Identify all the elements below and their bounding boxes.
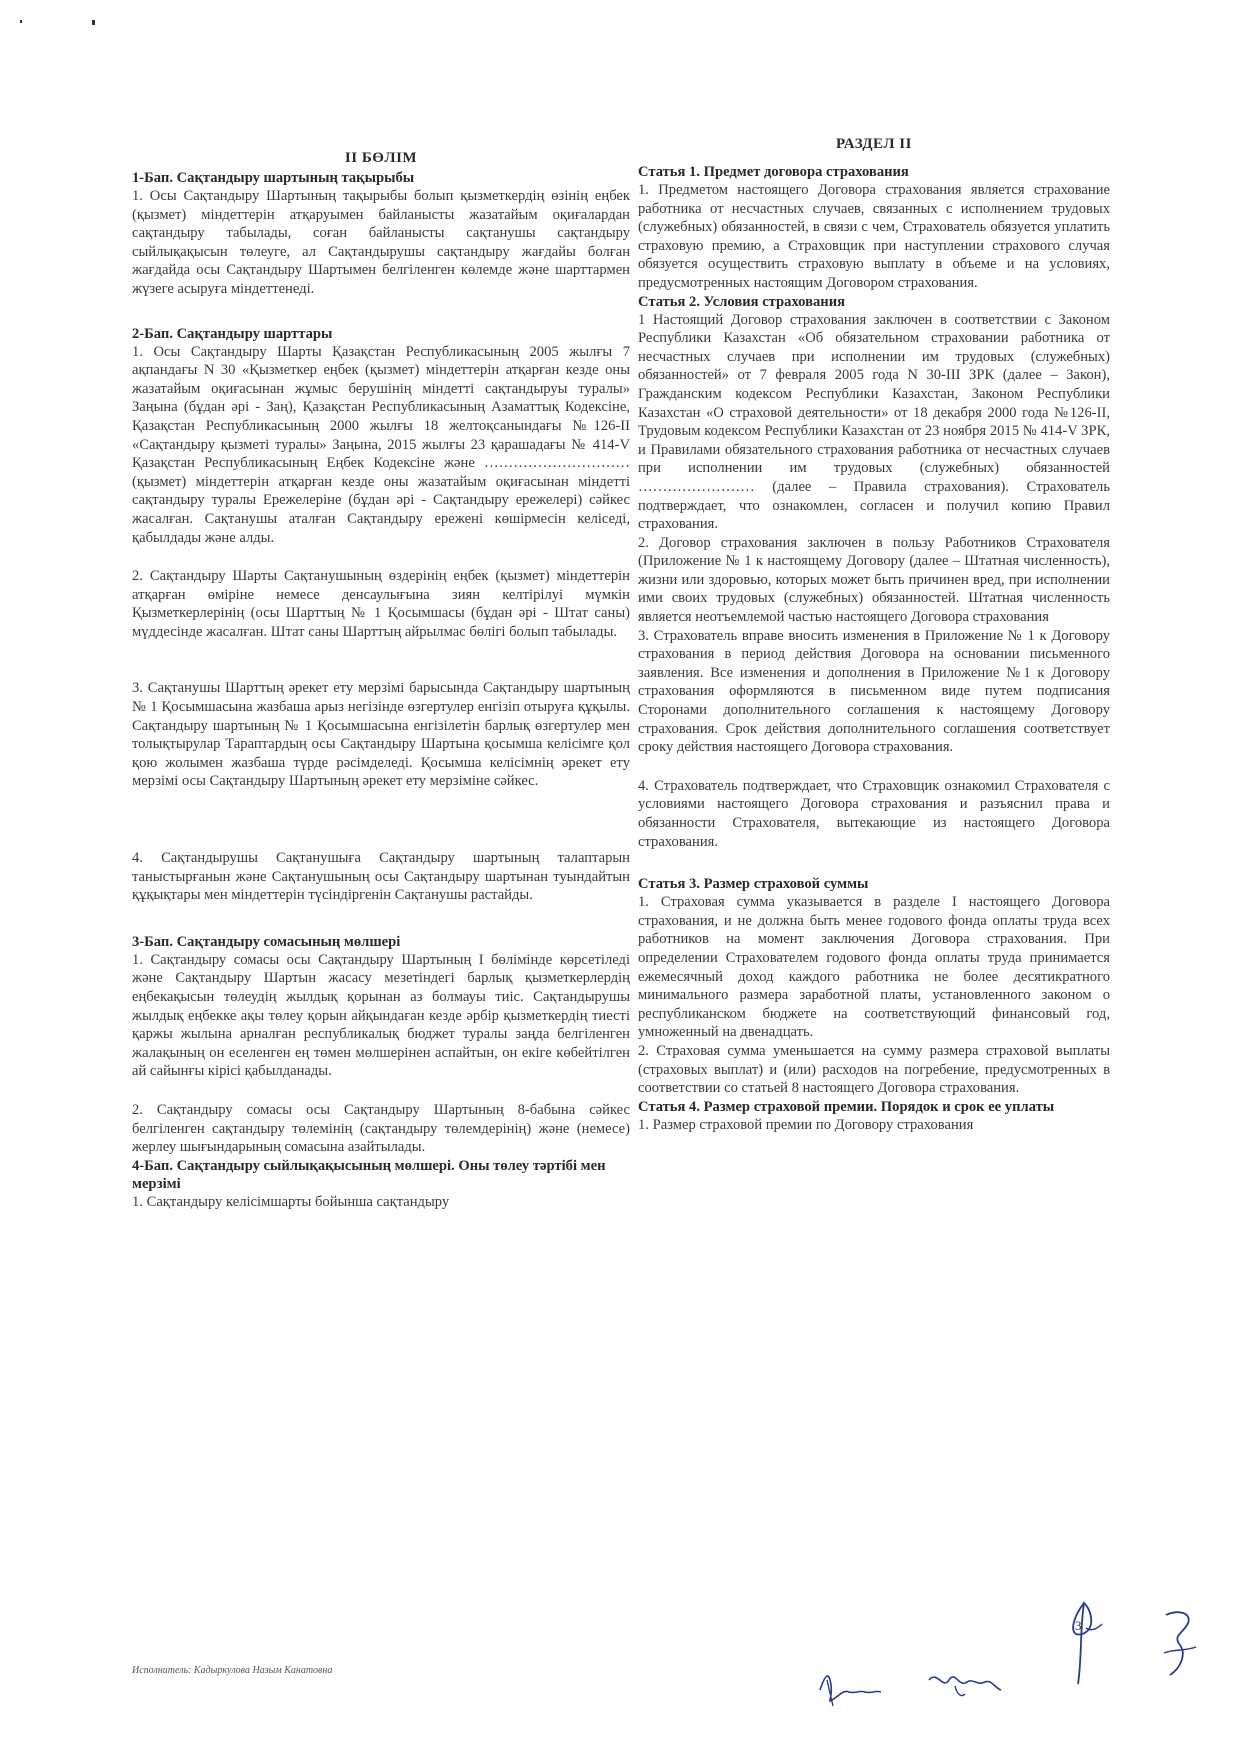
page-number: 3	[1075, 1618, 1082, 1633]
article-paragraph: 2. Сақтандыру Шарты Сақтанушының өздерінің еңбек (қызмет) міндеттерін атқарған өміріне немесе денсаулығына зиян келтірілуі мүмкін Қызметкерлерінің (осы Шарттың № 1 Қосымшасы (бұдан әрі - Штат саны) мүддесінде жасалған. Штат саны Шарттың айрылмас бөлігі болып табылады.	[132, 568, 630, 640]
article-heading: Статья 2. Условия страхования	[638, 293, 846, 310]
article-paragraph: 1. Сақтандыру сомасы осы Сақтандыру Шартының I бөлімінде көрсетіледі және Сақтандыру Шартын жасасу мезетіндегі барлық қызметкерлердің еңбекақысын төлеудің жылдық қорынан аз болмауы тиіс. Сақтандырушы жылдық еңбекке ақы төлеу қорын айқындаған кезде әрбір қызметкердің тиесті қаржы жылына арналған республикалық бюджет туралы заңда белгіленген жалақының он еселенген ең төмен мөлшерінен аспайтын, он екіге көбейтілген ай сайынғы кірісі қабылданады.	[132, 951, 630, 1080]
article-heading: 3-Бап. Сақтандыру сомасының мөлшері	[132, 933, 401, 950]
article-heading: 2-Бап. Сақтандыру шарттары	[132, 325, 333, 342]
signature-2	[925, 1660, 1005, 1705]
signature-3	[1062, 1598, 1112, 1688]
article-paragraph: 2. Сақтандыру сомасы осы Сақтандыру Шартының 8-бабына сәйкес белгіленген сақтандыру төлемінің (сақтандыру төлемдерінің) және (немесе) жерлеу шығындарының сомасына азайтылады.	[132, 1101, 630, 1156]
article-heading: Статья 3. Размер страховой суммы	[638, 876, 869, 893]
kazakh-column	[132, 150, 630, 1211]
article-heading: 4-Бап. Сақтандыру сыйлықақысының мөлшері. Оны төлеу тәртібі мен мерзімі	[132, 1157, 606, 1192]
article-paragraph: 1 Настоящий Договор страхования заключен в соответствии с Законом Республики Казахстан «Об обязательном страховании работника от несчастных случаев при исполнении им трудовых (служебных) обязанностей» от 7 февраля 2005 года N 30-III ЗРК (далее – Закон), Гражданским кодексом Республики Казахстан, Законом Республики Казахстан «О страховой деятельности» от 18 декабря 2000 года №126-II, Трудовым кодексом Республики Казахстан от 23 ноября 2015 № 414-V ЗРК, и Правилами обязательного страхования работника от несчастных случаев при исполнении им трудовых (служебных) обязанностей …………………… (далее – Правила страхования). Страхователь подтверждает, что ознакомлен, согласен и получил копию Правил страхования.	[638, 311, 1110, 533]
article-paragraph: 1. Осы Сақтандыру Шарты Қазақстан Республикасының 2005 жылғы 7 ақпандағы N 30 «Қызметкер еңбек (қызмет) міндеттерін атқарған кезде оны жазатайым оқиғасынан жұмыс берушінің міндетті сақтандыруы туралы» Заңына (бұдан әрі - Заң), Қазақстан Республикасының Азаматтық Кодексіне, Қазақстан Республикасының 2000 жылғы 18 желтоқсанындағы №126-II «Сақтандыру қызметі туралы» Заңына, 2015 жылғы 23 қарашадағы № 414-V Қазақстан Республикасының Еңбек Кодексіне және …………………………(қызмет) міндеттерін атқарған кезде оны жазатайым оқиғасынан міндетті сақтандыру туралы Ережелеріне (бұдан әрі - Сақтандыру ережелері) сәйкес жасалған. Сақтанушы аталған Сақтандыру ережені көшірмесін келіседі, қабылдады және алды.	[132, 343, 630, 546]
article-paragraph: 4. Страхователь подтверждает, что Страховщик ознакомил Страхователя с условиями настоящего Договора страхования и разъяснил права и обязанности Страхователя, вытекающие из настоящего Договора страхования.	[638, 777, 1110, 850]
ru-blocks	[638, 163, 1110, 1134]
article-paragraph: 1. Сақтандыру келісімшарты бойынша сақтандыру	[132, 1193, 450, 1210]
executor-note: Исполнитель: Кадыркулова Назым Канатовна	[132, 1665, 333, 1676]
section-title-ru: РАЗДЕЛ II	[836, 136, 912, 152]
article-paragraph: 2. Страховая сумма уменьшается на сумму размера страховой выплаты (страховых выплат) и (или) расходов на погребение, предусмотренных в соответствии со статьей 8 настоящего Договора страхования.	[638, 1042, 1110, 1097]
signature-4	[1158, 1605, 1208, 1680]
article-paragraph: 4. Сақтандырушы Сақтанушыға Сақтандыру шартының талаптарын таныстырғанын және Сақтанушының осы Сақтандыру шартынан туындайтын құқықтары мен міндеттерін түсіндіргенін Сақтанушы растайды.	[132, 850, 630, 904]
article-heading: Статья 4. Размер страховой премии. Порядок и срок ее уплаты	[638, 1098, 1055, 1115]
article-paragraph: 3. Страхователь вправе вносить изменения в Приложение № 1 к Договору страхования в период действия Договора на основании письменного заявления. Все изменения и дополнения в Приложение №1 к Договору страхования оформляются в письменном виде путем подписания Сторонами дополнительного соглашения к настоящему Договору страхования. Срок действия дополнительного соглашения соответствует сроку действия настоящего Договора страхования.	[638, 627, 1110, 756]
article-paragraph: 1. Предметом настоящего Договора страхования является страхование работника от несчастных случаев, связанных с исполнением трудовых (служебных) обязанностей, в связи с чем, Страхователь обязуется уплатить страховую премию, а Страховщик при наступлении страхового случая обязуется осуществить страховую выплату в объеме и на условиях, предусмотренных настоящим Договором страхования.	[638, 182, 1110, 291]
article-paragraph: 3. Сақтанушы Шарттың әрекет ету мерзімі барысында Сақтандыру шартының № 1 Қосымшасына жазбаша арыз негізінде өзгертулер енгізіп отыруға құқылы. Сақтандыру шартының № 1 Қосымшасына енгізілетін барлық өзгертулер мен толықтырулар Тараптардың осы Сақтандыру Шартына қосымша келісімге қол қою жолымен жазбаша түрде рәсімделеді. Қосымша келісімнің әрекет ету мерзімі осы Сақтандыру Шартының әрекет ету мерзіміне сәйкес.	[132, 680, 630, 790]
russian-column	[638, 136, 1110, 1134]
article-heading: 1-Бап. Сақтандыру шартының тақырыбы	[132, 170, 415, 186]
article-paragraph: 1. Страховая сумма указывается в разделе I настоящего Договора страхования, и не должна быть менее годового фонда оплаты труда всех работников на момент заключения Договора страхования. При определении Страхователем годового фонда оплаты труда принимается ежемесячный доход каждого работника не более десятикратного минимального размера заработной платы, установленного законом о республиканском бюджете на соответствующий финансовый год, умноженный на двенадцать.	[638, 894, 1110, 1041]
article-paragraph: 1. Размер страховой премии по Договору страхования	[638, 1116, 974, 1133]
scan-speck	[20, 20, 22, 23]
signature-1	[815, 1660, 885, 1710]
article-heading: Статья 1. Предмет договора страхования	[638, 164, 909, 180]
article-paragraph: 2. Договор страхования заключен в пользу Работников Страхователя (Приложение № 1 к настоящему Договору (далее – Штатная численность), жизни или здоровью, которых может быть причинен вред, при исполнении ими своих трудовых (служебных) обязанностей. Штатная численность является неотъемлемой частью настоящего Договора страхования	[638, 534, 1110, 626]
kz-blocks	[132, 169, 630, 1211]
scan-speck	[92, 20, 95, 25]
section-title-kz: II БӨЛІМ	[344, 150, 418, 166]
article-paragraph: 1. Осы Сақтандыру Шартының тақырыбы болып қызметкердің өзінің еңбек (қызмет) міндеттерін атқаруымен байланысты жазатайым оқиғалардан сақтандыру табылады, соған байланысты сақтанушы сақтандыру сыйлықақысын төлеуге, ал Сақтандырушы сақтандыру жағдайы болған жағдайда осы Сақтандыру Шартымен белгіленген көлемде және шарттармен жүзеге асыруға міндеттенеді.	[132, 188, 630, 297]
